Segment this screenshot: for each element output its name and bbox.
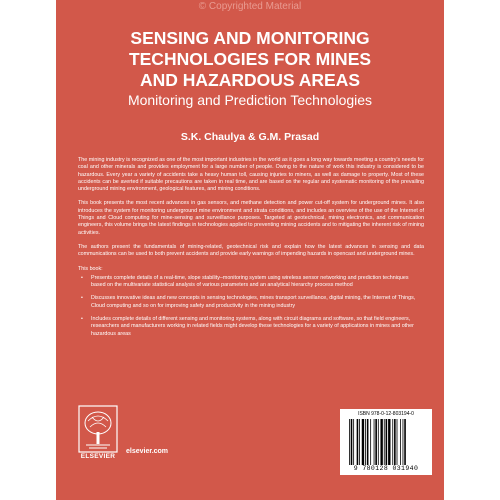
description-paragraph: The authors present the fundamentals of mining-related, geotechnical risk and explain how the latest advances in sensing and data communications can be used to both prevent accidents and provide early warnings of impending hazards in opencast and underground mines. <box>78 243 424 258</box>
list-item <box>78 316 424 338</box>
book-back-cover <box>56 0 444 500</box>
description-paragraph: This book presents the most recent advances in gas sensors, and methane detection and power cut-off system for underground mines. It also introduces the system for monitoring underground mine environment and strata conditions, and includes an overview of the use of the Internet of Things and Cloud computing for mine-sensing and surveillance purposes. Targeted at geotechnical, mining electronics, and communication engineers, this volume brings the latest findings in technologies applied to preventing mining accidents and to mitigating the inherent risk of mining activities. <box>78 200 424 236</box>
list-intro: This book: <box>78 265 103 272</box>
elsevier-tree-icon <box>78 405 118 453</box>
book-title <box>56 28 444 91</box>
list-item <box>78 275 424 290</box>
list-item-text: Discusses innovative ideas and new concepts in sensing technologies, mines transport surveillance, digital mining, the Internet of Things, Cloud computing and so on for improving safety and productivity in the mining industry <box>91 295 416 309</box>
description-paragraph: The mining industry is recognized as one of the most important industries in the world as it goes a long way towards meeting a country's needs for coal and other minerals and provides employment for a large number of people. Owing to the nature of work this industry is considered to be hazardous. Every year a variety of accidents take a heavy human toll, causing injuries to miners, as well as damage to property. Most of these accidents can be averted if suitable precautions are taken in real time, and are based on the regular and systematic monitoring of the prevailing underground mining environment, geological features, and mining conditions. <box>78 157 424 193</box>
list-item-text: Includes complete details of different sensing and monitoring systems, along with circuit diagrams and software, so that field engineers, researchers and manufacturers working in related fields might develop these technologies for a variety of applications in mines and other hazardous areas <box>91 316 414 337</box>
book-authors: S.K. Chaulya & G.M. Prasad <box>180 131 320 143</box>
list-item <box>78 295 424 310</box>
title-line: TECHNOLOGIES FOR MINES <box>128 49 372 69</box>
book-subtitle: Monitoring and Prediction Technologies <box>127 92 373 108</box>
bullet-icon: • <box>81 274 83 281</box>
title-line: AND HAZARDOUS AREAS <box>139 70 361 90</box>
publisher-website[interactable]: elsevier.com <box>126 448 169 455</box>
title-line: SENSING AND MONITORING <box>130 28 370 48</box>
bullet-icon: • <box>81 316 83 323</box>
publisher-name: ELSEVIER <box>80 453 116 460</box>
list-item-text: Presents complete details of a real-time, slope stability–monitoring system using wireless sensor networking and prediction techniques based on the multivariate statistical analysis of various parameters and an analytical hierarchy process method <box>91 274 409 289</box>
copyright-watermark: © Copyrighted Material <box>198 1 302 12</box>
book-description <box>78 157 424 344</box>
feature-list <box>78 275 424 338</box>
barcode-digits: 9 780128 031940 <box>353 465 419 472</box>
isbn-label: ISBN 978-0-12-803194-0 <box>358 411 414 417</box>
bullet-icon: • <box>81 295 83 302</box>
barcode-icon <box>348 419 424 465</box>
isbn-barcode <box>340 409 432 475</box>
